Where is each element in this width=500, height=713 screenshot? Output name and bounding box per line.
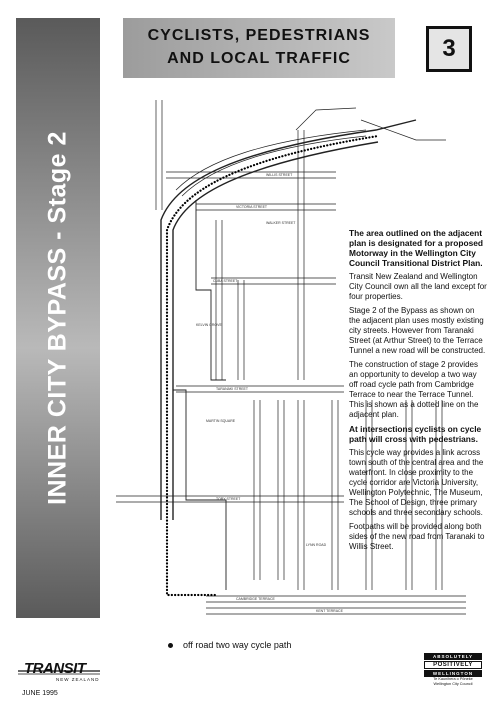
intersection-heading: At intersections cyclists on cycle path will cross with pedestrians. [349,424,482,444]
awc-top: ABSOLUTELY [424,653,482,660]
transit-logo: TRANSIT [24,660,86,677]
legend-label: off road two way cycle path [183,640,292,650]
side-title: INNER CITY BYPASS - Stage 2 [43,131,72,505]
paragraph-cycleway: This cycle way provides a link across town south of the central area and the waterfront. In close proximity to the cycle corridor are Victoria University, Wellington Polytechnic, The Museum, The School of Design, three primary schools and three secondary schools. [349,448,484,517]
label-kent-terrace: KENT TERRACE [316,609,343,613]
label-cambridge-terrace: CAMBRIDGE TERRACE [236,597,275,601]
paragraph-ownership: Transit New Zealand and Wellington City Council own all the land except for four properties. [349,272,487,301]
side-title-band [16,18,100,618]
transit-logo-sub: NEW ZEALAND [56,677,100,682]
intro-heading: The area outlined on the adjacent plan is designated for a proposed Motorway in the Wellington City Council Transitional District Plan. [349,228,484,268]
awc-line2: Wellington City Council [433,682,473,686]
awc-bottom: WELLINGTON [424,670,482,677]
paragraph-footpaths: Footpaths will be provided along both sides of the new road from Taranaki to Willis Street. [349,522,485,551]
cycle-path-dot-icon [168,643,173,648]
body-text [349,228,487,556]
awc-mid: POSITIVELY [424,661,482,669]
paragraph-stage2: Stage 2 of the Bypass as shown on the adjacent plan uses mostly existing city streets. However from Taranaki Street (at Arthur Street) to the Terrace Tunnel a new road will be constructed. [349,306,486,355]
label-willis-street: WILLIS STREET [266,173,293,177]
label-victoria-street: VICTORIA STREET [236,205,268,209]
section-number: 3 [442,35,456,62]
paragraph-construction: The construction of stage 2 provides an opportunity to develop a two way off road cycle path from Cambridge Terrace to near the Terrace Tunnel. This is shown as a dotted line on the adjacent plan. [349,360,479,419]
label-taranaki-street: TARANAKI STREET [216,387,249,391]
header-banner [123,18,395,78]
label-kelvin-grove: KELVIN GROVE [196,323,222,327]
label-lynn-road: LYNN ROAD [306,543,327,547]
label-cuba-street: CUBA STREET [213,279,238,283]
publication-date: JUNE 1995 [22,690,58,697]
map-legend [168,640,291,650]
label-tory-street: TORY STREET [216,497,241,501]
page-title: CYCLISTS, PEDESTRIANS AND LOCAL TRAFFIC [147,27,371,67]
awc-line1: Te Kaunihera o Pōneke [433,677,473,681]
wellington-city-council-logo [424,653,482,687]
section-number-box [426,26,472,72]
label-martin-square: MARTIN SQUARE [206,419,236,423]
label-walker-street: WALKER STREET [266,221,296,225]
